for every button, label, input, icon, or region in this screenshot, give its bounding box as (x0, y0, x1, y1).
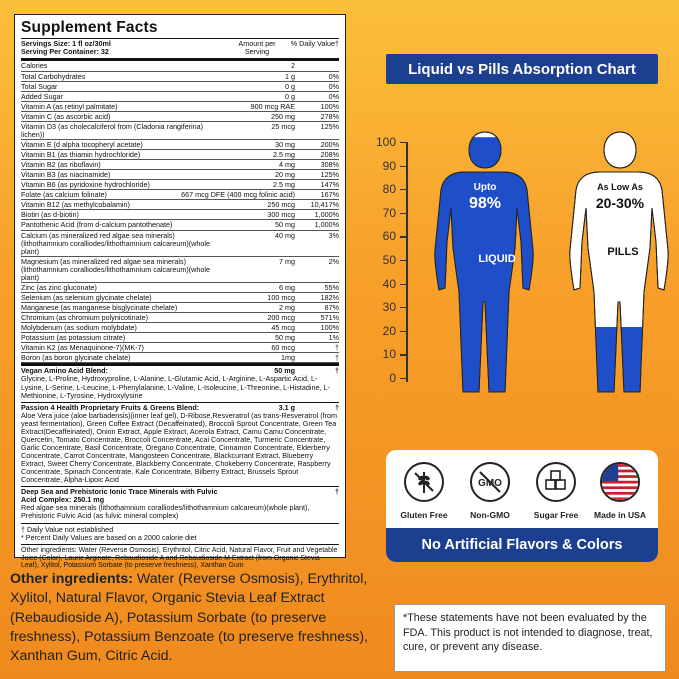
axis-tick-mark (400, 307, 408, 308)
axis-tick-mark (400, 236, 408, 237)
badge-non-gmo (464, 462, 516, 520)
nutrient-row (21, 220, 339, 230)
nutrient-dv: 0% (328, 91, 339, 101)
pills-label: PILLS (607, 246, 639, 258)
nutrient-row (21, 293, 339, 303)
dv-header: % Daily Value† (290, 39, 339, 49)
nutrient-amount: 30 mg (275, 139, 295, 149)
nutrient-row (21, 82, 339, 92)
nutrient-name: Selenium (as selenium glycinate chelate) (21, 292, 152, 302)
nutrient-dv: 308% (320, 160, 339, 170)
nutrient-name: Vitamin C (as ascorbic acid) (21, 111, 111, 121)
pills-figure (565, 128, 675, 398)
blend-name: Passion 4 Health Proprietary Fruits & Greens Blend: (21, 402, 200, 412)
axis-tick-label: 20 (382, 323, 396, 338)
nutrient-row (21, 200, 339, 210)
nutrient-name: Manganese (as manganese bisglycinate chelate) (21, 303, 178, 313)
nutrient-name: Vitamin D3 (as cholecalciferol from (Cladonia rangiferina) lichen)) (21, 121, 204, 139)
nutrient-name: Vitamin B2 (as riboflavin) (21, 160, 101, 170)
axis-tick-mark (400, 284, 408, 285)
blend-amount: 3.1 g (278, 402, 295, 412)
nutrient-dv: 1,000% (314, 210, 339, 220)
nutrient-amount: 2 mg (279, 303, 295, 313)
other-ingredients-text: Water (Reverse Osmosis), Erythritol, Xylitol, Natural Flavor, Organic Stevia Leaf Extract (Rebaudioside A), Potassium Sorbate (to preserve freshness), Potassium Benzoate (to preserve freshness), Xanthan Gum, Citric Acid. (10, 571, 368, 665)
nutrient-name: Pantothenic Acid (from d-calcium pantothenate) (21, 220, 173, 230)
chart-axis (406, 142, 408, 382)
nutrient-row (21, 112, 339, 122)
nutrient-dv: 125% (320, 170, 339, 180)
axis-tick-label: 40 (382, 276, 396, 291)
nutrient-name: Vitamin B12 (as methylcobalamin) (21, 200, 130, 210)
nutrient-amount: 250 mcg (267, 200, 295, 210)
blend-name: Vegan Amino Acid Blend: (21, 366, 108, 376)
blend-dv: † (335, 487, 339, 497)
nutrient-row (21, 92, 339, 102)
liquid-top-label: Upto (473, 182, 497, 193)
nutrient-row (21, 257, 339, 283)
badge-label: Gluten Free (400, 510, 448, 520)
facts-footnotes (21, 524, 339, 545)
blend-amount: 50 mg (274, 366, 295, 376)
nutrient-name: Vitamin B3 (as niacinamide) (21, 170, 111, 180)
servings-per-container: Serving Per Container: 32 (21, 47, 109, 57)
chart-title: Liquid vs Pills Absorption Chart (386, 54, 658, 84)
axis-tick-label: 70 (382, 205, 396, 220)
blend-dv: † (335, 402, 339, 412)
nutrient-dv: 100% (320, 101, 339, 111)
nutrient-dv: 0% (328, 81, 339, 91)
nutrient-row (21, 343, 339, 353)
nutrient-row (21, 150, 339, 160)
footnote-dv: † Daily Value not established (21, 524, 114, 534)
nutrient-name: Zinc (as zinc gluconate) (21, 282, 97, 292)
axis-tick-mark (400, 260, 408, 261)
nutrient-amount: 45 mcg (271, 323, 295, 333)
nutrient-dv: † (335, 353, 339, 363)
svg-text:GMO: GMO (478, 478, 502, 489)
wheat-icon (404, 462, 444, 502)
nutrient-row (21, 313, 339, 323)
feature-badges (386, 450, 658, 562)
nutrient-name: Vitamin B6 (as pyridoxine hydrochloride) (21, 180, 150, 190)
liquid-fill (430, 137, 540, 398)
supplement-facts-panel (14, 14, 346, 570)
blend-section (21, 363, 339, 402)
nutrient-row (21, 210, 339, 220)
nutrient-amount: 60 mcg (271, 343, 295, 353)
nutrient-name: Calories (21, 61, 48, 71)
axis-tick-label: 90 (382, 158, 396, 173)
axis-tick-label: 80 (382, 182, 396, 197)
axis-tick-label: 0 (389, 371, 396, 385)
nutrient-dv: 571% (320, 313, 339, 323)
blend-header (21, 488, 339, 504)
other-ingredients-label: Other ingredients: (10, 571, 133, 587)
nutrient-name: Added Sugar (21, 91, 63, 101)
blend-body: Aloe Vera juice (aloe barbadensis)(inner leaf gel), D-Ribose,Resveratrol (as trans-Resveratrol (from yeast fermentation), Green Coffee Extract (Decaffeinated), Broccoli Sprout Concentrate, Green Tea Extract(Decaffeinated), Onion Extract, Apple Extract, Acerola Extract, Camu Camu Concentrate, Quercetin, Tomato Concentrate, Broccoli Concentrate, Acai Concentrate, Turmeric Concentrate, Garlic Concentrate, Basil Concentrate, Oregano Concentrate, Cinnamon Concentrate, Elderberry Concentrate, Carrot Concentrate, Mangosteen Concentrate, Blackcurrant Extract, Blueberry Extract, Sweet Cherry Concentrate, Blackberry Concentrate, Chokeberry Concentrate, Raspberry Concentrate, Spinach Concentrate, Kale Concentrate, Bilberry Extract, Brussels Sprout Concentrate, Alpha-Lipoic Acid (21, 410, 337, 485)
badge-sugar-free (530, 462, 582, 520)
axis-tick-mark (400, 331, 408, 332)
nutrient-amount: 100 mcg (267, 292, 295, 302)
nutrient-row (21, 283, 339, 293)
nutrient-amount: 2.5 mg (273, 180, 295, 190)
nutrient-amount: 4 mg (279, 160, 295, 170)
badge-label: Sugar Free (533, 510, 579, 520)
nutrient-row (21, 61, 339, 71)
badge-made-in-usa (594, 462, 646, 520)
no-artificial-banner: No Artificial Flavors & Colors (386, 528, 658, 562)
nutrient-row (21, 303, 339, 313)
serving-size: Servings Size: 1 fl oz/30ml (21, 39, 111, 49)
nutrient-amount: 300 mcg (267, 210, 295, 220)
nutrient-dv: 87% (324, 303, 339, 313)
nutrient-dv: † (335, 343, 339, 353)
nutrient-dv: 147% (320, 180, 339, 190)
nutrient-amount: 900 mcg RAE (250, 101, 295, 111)
blend-sections (21, 363, 339, 523)
nutrient-amount: 0 g (285, 91, 295, 101)
nutrient-row (21, 160, 339, 170)
nutrient-name: Total Carbohydrates (21, 71, 86, 81)
nutrient-name: Chromium (as chromium polynicotinate) (21, 313, 149, 323)
axis-tick-label: 30 (382, 300, 396, 315)
other-ingredients (10, 570, 380, 667)
nutrient-dv: 167% (320, 190, 339, 200)
nutrient-name: Potassium (as potassium citrate) (21, 333, 126, 343)
axis-tick-mark (400, 189, 408, 190)
nutrient-dv: 55% (324, 282, 339, 292)
nutrient-dv: 1% (328, 333, 339, 343)
facts-title: Supplement Facts (21, 19, 339, 39)
nutrient-name: Biotin (as d-biotin) (21, 210, 79, 220)
nutrient-dv: 2% (328, 256, 339, 266)
nutrient-row (21, 180, 339, 190)
nutrient-row (21, 323, 339, 333)
liquid-value: 98% (468, 195, 502, 212)
liquid-label: LIQUID (478, 253, 516, 265)
nutrient-amount: 2.5 mg (273, 150, 295, 160)
nutrient-amount: 20 mg (275, 170, 295, 180)
blend-body: Red algae sea minerals (lithothamnium coralliodes/lithothamnium calcareum)(whole plant), Prehistoric Fulvic Acid (as fulvic mineral complex) (21, 503, 310, 521)
nutrient-amount: 2 (291, 61, 295, 71)
axis-tick-label: 100 (375, 135, 396, 149)
blend-amount (231, 488, 301, 504)
usa-flag-icon (600, 462, 640, 502)
blend-body: Glycine, L-Proline, Hydroxyproline, L-Alanine, L-Glutamic Acid, L-Arginine, L-Aspartic Acid, L-Lysine, L-Serine, L-Leucine, L-Phenylalanine, L-Valine, L-Isoleucine, L-Threonine, L-Histadine, L-Methionine, L-Tyrosine, Hydroxylysine (21, 374, 330, 400)
nutrient-dv: 3% (328, 230, 339, 240)
nutrient-name: Boron (as boron glycinate chelate) (21, 353, 131, 363)
nutrient-name: Molybdenum (as sodium molybdate) (21, 323, 137, 333)
nutrient-rows (21, 61, 339, 363)
nutrient-dv: 125% (320, 121, 339, 131)
amount-header: Amount per Serving (238, 39, 276, 57)
nutrient-amount: 40 mg (275, 230, 295, 240)
axis-tick-label: 60 (382, 229, 396, 244)
sugar-cube-icon (536, 462, 576, 502)
pills-top-label: As Low As (597, 182, 643, 192)
axis-tick-mark (400, 142, 408, 143)
nutrient-name: Vitamin A (as retinyl palmitate) (21, 101, 118, 111)
nutrient-row (21, 140, 339, 150)
fda-disclaimer: *These statements have not been evaluated by the FDA. This product is not intended to diagnose, treat, cure, or prevent any disease. (394, 604, 666, 672)
facts-other-ingredients: Other ingredients: Water (Reverse Osmosis), Erythritol, Citric Acid, Natural Flavor, Fruit and Vegetable Juice (Color), Lauric Arginate, Rebaudioside A and Rebaudioside M Extract (from Organic Stevia Leaf), Xylitol, Potassium Sorbate (to preserve freshness), Xanthan Gum (21, 546, 338, 570)
footnote-calorie: * Percent Daily Values are based on a 2000 calorie diet (21, 532, 197, 542)
nutrient-name: Folate (as calcium folinate) (21, 190, 107, 200)
nutrient-dv: 278% (320, 111, 339, 121)
nutrient-amount: 50 mg (275, 333, 295, 343)
nutrient-amount: 6 mg (279, 282, 295, 292)
nutrient-dv: 1,000% (314, 220, 339, 230)
nutrient-name: Magnesium (as mineralized red algae sea minerals) (lithothamnium coralliodes/lithothamnium calcareum)(whole plant) (21, 256, 210, 282)
nutrient-name: Total Sugar (21, 81, 58, 91)
facts-header (21, 40, 339, 61)
nutrient-name: Vitamin K2 (as Menaquinone-7)(MK-7) (21, 343, 144, 353)
nutrient-name: Calcium (as mineralized red algae sea minerals) (lithothamnium coralliodes/lithothamnium calcareum)(whole plant) (21, 230, 210, 256)
nutrient-dv: 10,417% (310, 200, 339, 210)
badge-label: Non-GMO (470, 510, 510, 520)
axis-tick-mark (400, 213, 408, 214)
pills-fill (565, 327, 675, 398)
nutrient-row (21, 102, 339, 112)
nutrient-name: Vitamin E (d alpha tocopheryl acetate) (21, 139, 143, 149)
nutrient-amount: 1 g (285, 71, 295, 81)
nutrient-row (21, 353, 339, 363)
blend-dv: † (335, 366, 339, 376)
nutrient-amount: 667 mcg DFE (400 mcg folinic acid) (181, 190, 295, 200)
nutrient-amount: 250 mg (271, 111, 295, 121)
nutrient-amount: 200 mcg (267, 313, 295, 323)
nutrient-name: Vitamin B1 (as thiamin hydrochloride) (21, 150, 141, 160)
nutrient-amount: 7 mg (279, 256, 295, 266)
pills-value: 20-30% (595, 195, 645, 211)
nutrient-dv: 208% (320, 150, 339, 160)
axis-tick-mark (400, 354, 408, 355)
nutrient-dv: 200% (320, 139, 339, 149)
nutrient-dv: 100% (320, 323, 339, 333)
axis-tick-label: 50 (382, 253, 396, 267)
liquid-figure (430, 128, 540, 398)
nutrient-row (21, 122, 339, 140)
axis-tick-mark (400, 166, 408, 167)
nutrient-row (21, 231, 339, 257)
nutrient-row (21, 333, 339, 343)
nutrient-amount: 0 g (285, 81, 295, 91)
nutrient-dv: 182% (320, 292, 339, 302)
gmo-icon (470, 462, 510, 502)
nutrient-amount: 50 mg (275, 220, 295, 230)
nutrient-amount: 1mg (281, 353, 295, 363)
badge-label: Made in USA (594, 510, 646, 520)
nutrient-amount: 25 mcg (271, 121, 295, 131)
badge-gluten-free (398, 462, 450, 520)
blend-section (21, 487, 339, 523)
nutrient-row (21, 190, 339, 200)
axis-tick-label: 10 (382, 347, 396, 362)
nutrient-dv: 0% (328, 71, 339, 81)
nutrient-row (21, 72, 339, 82)
blend-name: Deep Sea and Prehistoric Ionic Trace Minerals with Fulvic Acid Complex: 250.1 mg (21, 487, 218, 505)
blend-section (21, 403, 339, 488)
axis-tick-mark (400, 378, 408, 379)
nutrient-row (21, 170, 339, 180)
